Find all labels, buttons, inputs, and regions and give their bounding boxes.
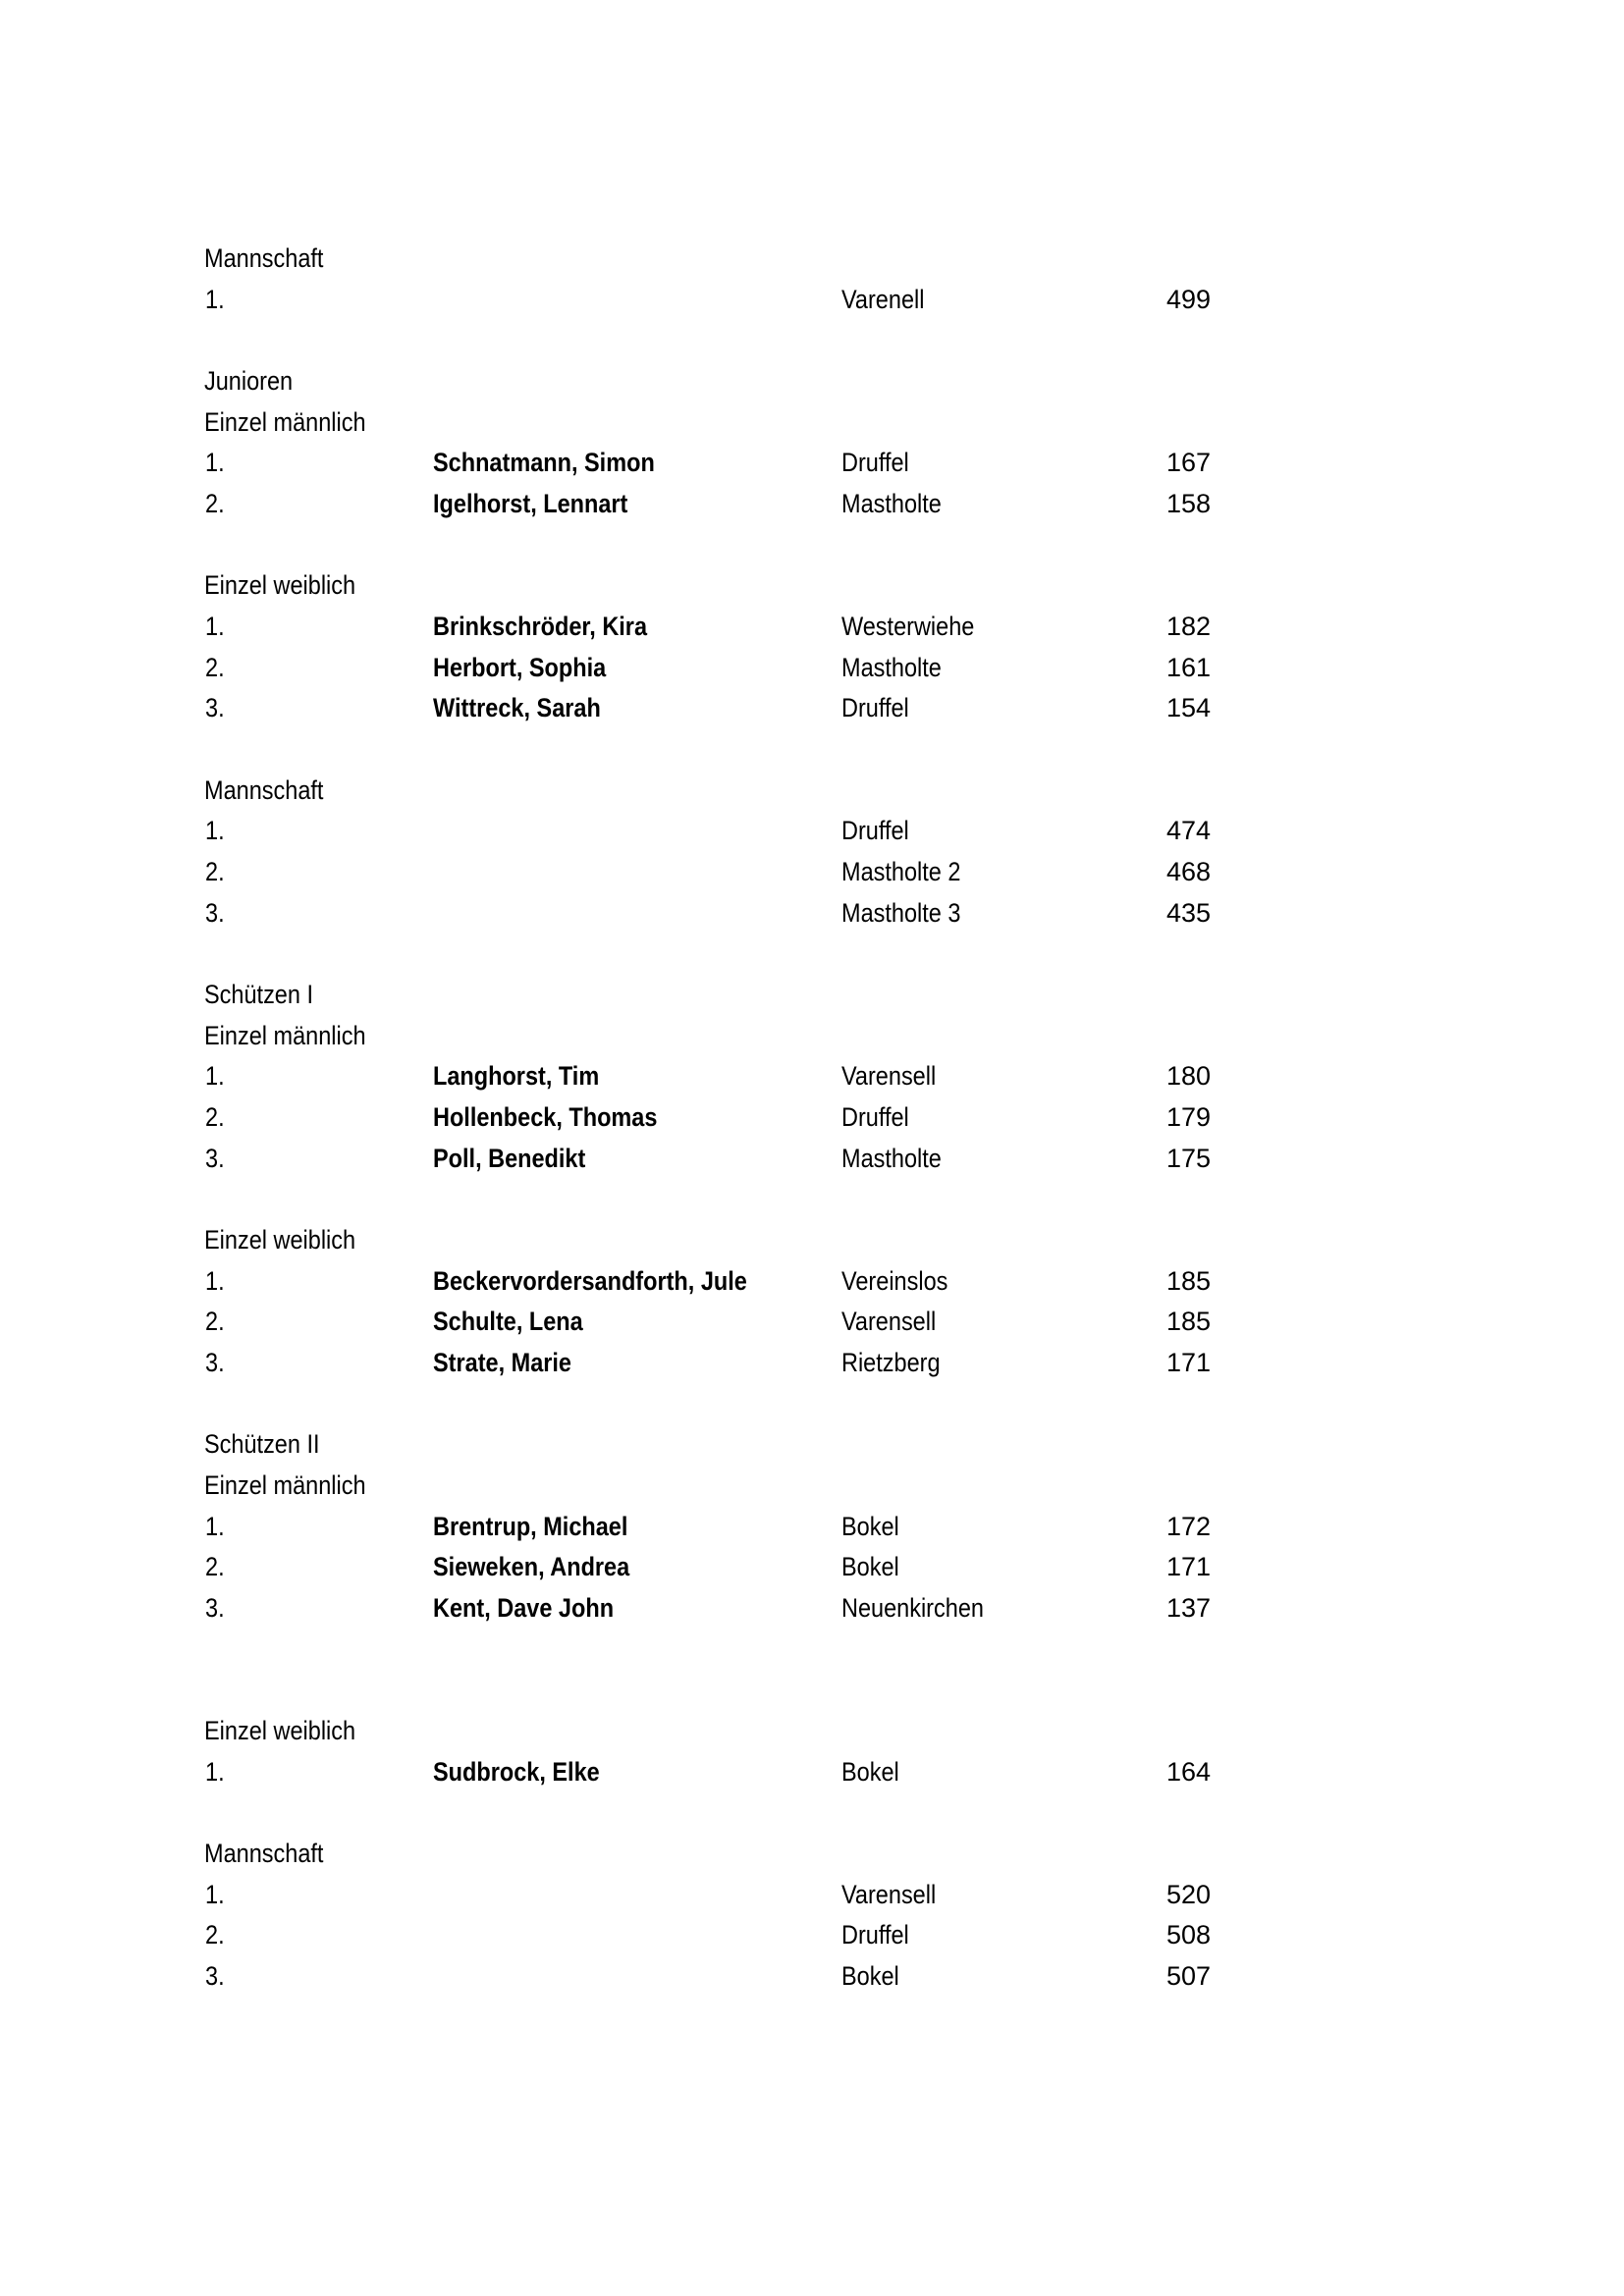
result-row [0, 1546, 1624, 1587]
club: Bokel [841, 1512, 899, 1541]
score: 499 [1165, 285, 1211, 314]
athlete-name: Schulte, Lena [433, 1307, 583, 1336]
rank: 1. [205, 1880, 225, 1909]
section-heading-line [0, 974, 1624, 1015]
athlete-name: Sieweken, Andrea [433, 1552, 630, 1581]
section-subheading: Einzel weiblich [204, 1225, 356, 1255]
section-heading: Schützen I [204, 980, 313, 1009]
rank: 1. [205, 612, 225, 641]
club: Druffel [841, 1920, 909, 1949]
score: 507 [1165, 1961, 1211, 1991]
club: Druffel [841, 448, 909, 477]
result-row [0, 1751, 1624, 1792]
club: Bokel [841, 1757, 899, 1787]
athlete-name: Igelhorst, Lennart [433, 489, 628, 518]
club: Mastholte 2 [841, 857, 961, 886]
rank: 3. [205, 693, 225, 722]
rank: 3. [205, 1961, 225, 1991]
rank: 3. [205, 1593, 225, 1623]
athlete-name: Kent, Dave John [433, 1593, 615, 1623]
score: 179 [1165, 1102, 1211, 1132]
rank: 2. [205, 653, 225, 682]
club: Varensell [841, 1061, 937, 1091]
athlete-name: Hollenbeck, Thomas [433, 1102, 658, 1132]
rank: 2. [205, 1102, 225, 1132]
club: Mastholte 3 [841, 898, 961, 928]
club: Mastholte [841, 489, 942, 518]
club: Varensell [841, 1307, 937, 1336]
rank: 2. [205, 1307, 225, 1336]
rank: 2. [205, 489, 225, 518]
athlete-name: Strate, Marie [433, 1348, 572, 1377]
result-row [0, 1342, 1624, 1383]
section-subheading: Einzel weiblich [204, 570, 356, 600]
result-row [0, 647, 1624, 688]
section-subheading: Einzel männlich [204, 1470, 366, 1500]
section-subheading-line [0, 1015, 1624, 1056]
club: Rietzberg [841, 1348, 941, 1377]
section-heading: Junioren [204, 366, 294, 396]
club: Westerwiehe [841, 612, 975, 641]
club: Vereinslos [841, 1266, 948, 1296]
result-row [0, 810, 1624, 851]
rank: 1. [205, 285, 225, 314]
result-row [0, 1587, 1624, 1629]
section-subheading-line [0, 1219, 1624, 1260]
result-row [0, 851, 1624, 892]
result-row [0, 1506, 1624, 1547]
club: Neuenkirchen [841, 1593, 984, 1623]
rank: 3. [205, 1144, 225, 1173]
score: 474 [1165, 816, 1211, 845]
result-row [0, 892, 1624, 934]
result-row [0, 1055, 1624, 1096]
section-heading-line [0, 360, 1624, 401]
section-heading: Mannschaft [204, 775, 324, 805]
rank: 2. [205, 857, 225, 886]
rank: 1. [205, 1757, 225, 1787]
athlete-name: Poll, Benedikt [433, 1144, 586, 1173]
result-row [0, 606, 1624, 647]
result-row [0, 1955, 1624, 1997]
result-row [0, 279, 1624, 320]
section-heading-line [0, 1833, 1624, 1874]
club: Druffel [841, 1102, 909, 1132]
score: 154 [1165, 693, 1211, 722]
club: Bokel [841, 1961, 899, 1991]
result-row [0, 1914, 1624, 1955]
club: Mastholte [841, 653, 942, 682]
score: 180 [1165, 1061, 1211, 1091]
club: Druffel [841, 816, 909, 845]
rank: 1. [205, 448, 225, 477]
club: Druffel [841, 693, 909, 722]
club: Varensell [841, 1880, 937, 1909]
result-row [0, 687, 1624, 728]
athlete-name: Langhorst, Tim [433, 1061, 600, 1091]
rank: 1. [205, 1061, 225, 1091]
rank: 2. [205, 1552, 225, 1581]
score: 172 [1165, 1512, 1211, 1541]
club: Bokel [841, 1552, 899, 1581]
rank: 3. [205, 1348, 225, 1377]
club: Mastholte [841, 1144, 942, 1173]
rank: 1. [205, 816, 225, 845]
athlete-name: Wittreck, Sarah [433, 693, 601, 722]
result-row [0, 1301, 1624, 1342]
section-heading: Schützen II [204, 1429, 320, 1459]
rank: 3. [205, 898, 225, 928]
section-heading: Mannschaft [204, 1839, 324, 1868]
section-heading-line [0, 770, 1624, 811]
score: 171 [1165, 1348, 1211, 1377]
rank: 1. [205, 1266, 225, 1296]
score: 171 [1165, 1552, 1211, 1581]
athlete-name: Beckervordersandforth, Jule [433, 1266, 747, 1296]
section-subheading-line [0, 1465, 1624, 1506]
section-subheading-line [0, 564, 1624, 606]
athlete-name: Sudbrock, Elke [433, 1757, 600, 1787]
result-row [0, 1096, 1624, 1138]
section-heading-line [0, 238, 1624, 279]
score: 185 [1165, 1266, 1211, 1296]
score: 158 [1165, 489, 1211, 518]
score: 175 [1165, 1144, 1211, 1173]
section-heading-line [0, 1423, 1624, 1465]
result-row [0, 1138, 1624, 1179]
athlete-name: Brentrup, Michael [433, 1512, 628, 1541]
section-heading: Mannschaft [204, 243, 324, 273]
score: 520 [1165, 1880, 1211, 1909]
athlete-name: Schnatmann, Simon [433, 448, 655, 477]
rank: 2. [205, 1920, 225, 1949]
score: 435 [1165, 898, 1211, 928]
score: 468 [1165, 857, 1211, 886]
score: 137 [1165, 1593, 1211, 1623]
section-subheading-line [0, 401, 1624, 443]
score: 508 [1165, 1920, 1211, 1949]
athlete-name: Brinkschröder, Kira [433, 612, 648, 641]
section-subheading: Einzel männlich [204, 407, 366, 437]
athlete-name: Herbort, Sophia [433, 653, 607, 682]
section-subheading: Einzel männlich [204, 1021, 366, 1050]
score: 161 [1165, 653, 1211, 682]
score: 167 [1165, 448, 1211, 477]
score: 164 [1165, 1757, 1211, 1787]
club: Varenell [841, 285, 925, 314]
result-row [0, 483, 1624, 524]
score: 185 [1165, 1307, 1211, 1336]
result-row [0, 1260, 1624, 1302]
rank: 1. [205, 1512, 225, 1541]
score: 182 [1165, 612, 1211, 641]
result-row [0, 1874, 1624, 1915]
section-subheading: Einzel weiblich [204, 1716, 356, 1745]
section-subheading-line [0, 1710, 1624, 1751]
result-row [0, 442, 1624, 483]
